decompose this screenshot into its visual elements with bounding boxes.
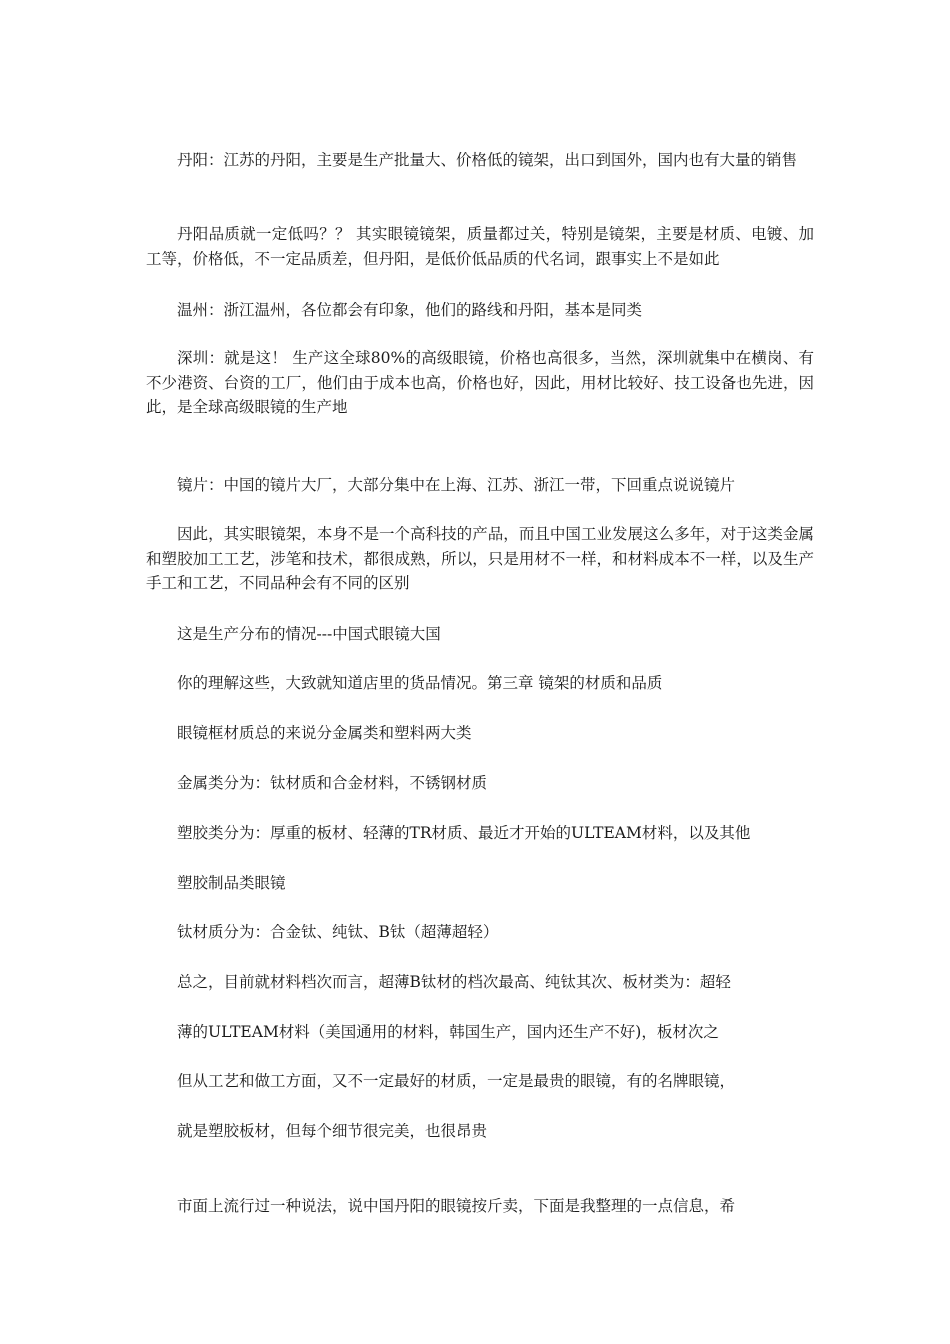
paragraph-metal-types: 金属类分为：钛材质和合金材料，不锈钢材质 bbox=[177, 774, 488, 792]
paragraph-market-rumor: 市面上流行过一种说法，说中国丹阳的眼镜按斤卖，下面是我整理的一点信息，希 bbox=[177, 1197, 736, 1215]
paragraph-distribution: 这是生产分布的情况---中国式眼镜大国 bbox=[177, 625, 441, 643]
paragraph-craftsmanship: 但从工艺和做工方面，又不一定最好的材质，一定是最贵的眼镜，有的名牌眼镜， bbox=[177, 1072, 736, 1090]
paragraph-plastic-sheet: 就是塑胶板材，但每个细节很完美，也很昂贵 bbox=[177, 1122, 488, 1140]
paragraph-lenses: 镜片：中国的镜片大厂，大部分集中在上海、江苏、浙江一带，下回重点说说镜片 bbox=[177, 476, 736, 494]
paragraph-material-grade: 总之，目前就材料档次而言，超薄B钛材的档次最高、纯钛其次、板材类为：超轻 bbox=[177, 973, 731, 991]
paragraph-danyang: 丹阳：江苏的丹阳，主要是生产批量大、价格低的镜架，出口到国外，国内也有大量的销售 bbox=[177, 151, 798, 169]
paragraph-chapter-three: 你的理解这些，大致就知道店里的货品情况。第三章 镜架的材质和品质 bbox=[177, 674, 663, 692]
paragraph-frame-materials: 眼镜框材质总的来说分金属类和塑料两大类 bbox=[177, 724, 472, 742]
paragraph-danyang-quality: 丹阳品质就一定低吗？？ 其实眼镜镜架，质量都过关，特别是镜架，主要是材质、电镀、加工等，价格低，不一定品质差，但丹阳，是低价低品质的代名词，跟事实上不是如此 bbox=[146, 225, 814, 268]
paragraph-titanium-types: 钛材质分为：合金钛、纯钛、B钛（超薄超轻） bbox=[177, 923, 499, 941]
paragraph-plastic-types: 塑胶类分为：厚重的板材、轻薄的TR材质、最近才开始的ULTEAM材料，以及其他 bbox=[177, 824, 751, 842]
paragraph-wenzhou: 温州：浙江温州，各位都会有印象，他们的路线和丹阳，基本是同类 bbox=[177, 301, 643, 319]
paragraph-ulteam: 薄的ULTEAM材料（美国通用的材料，韩国生产，国内还生产不好)，板材次之 bbox=[177, 1023, 719, 1041]
paragraph-summary: 因此，其实眼镜架，本身不是一个高科技的产品，而且中国工业发展这么多年，对于这类金属和塑胶加工工艺，涉笔和技术，都很成熟，所以，只是用材不一样，和材料成本不一样，以及生产手工和工艺，不同品种会有不同的区别 bbox=[146, 525, 814, 592]
paragraph-shenzhen: 深圳：就是这！ 生产这全球80%的高级眼镜，价格也高很多，当然，深圳就集中在横岗、有不少港资、台资的工厂，他们由于成本也高，价格也好，因此，用材比较好、技工设备也先进，因此，是全球高级眼镜的生产地 bbox=[146, 349, 814, 416]
paragraph-plastic-products: 塑胶制品类眼镜 bbox=[177, 874, 286, 892]
